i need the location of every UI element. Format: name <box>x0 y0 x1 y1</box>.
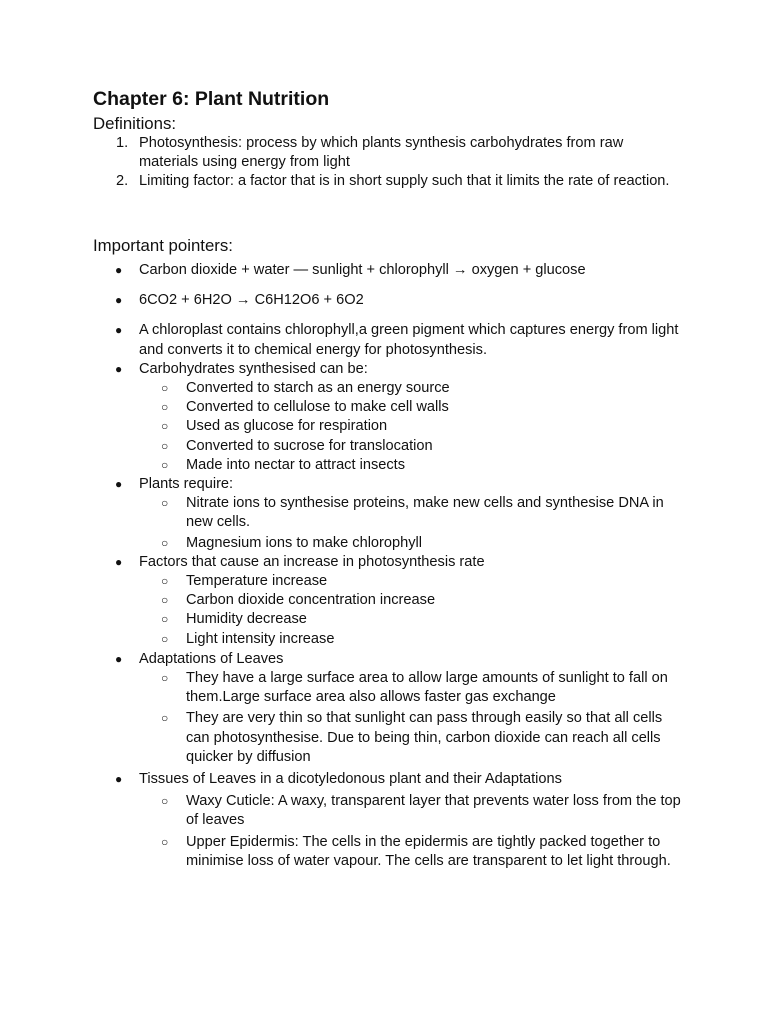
circle-bullet-icon: ○ <box>161 631 169 646</box>
circle-bullet-icon: ○ <box>161 457 169 472</box>
pointer-item <box>114 261 684 280</box>
circle-bullet-icon: ○ <box>161 834 169 849</box>
bullet-dot-icon: ● <box>115 293 123 308</box>
definition-text: Photosynthesis: process by which plants synthesis carbohydrates from raw materials using energy from light <box>139 135 624 171</box>
definition-item <box>116 172 676 191</box>
circle-bullet-icon: ○ <box>161 400 169 415</box>
sub-item <box>139 534 684 553</box>
sub-item-text: Nitrate ions to synthesise proteins, make new cells and synthesise DNA in new cells. <box>186 495 664 531</box>
sub-list <box>139 494 684 553</box>
circle-bullet-icon: ○ <box>161 381 169 396</box>
sub-item <box>139 417 684 436</box>
sub-item-text: Magnesium ions to make chlorophyll <box>186 534 423 551</box>
circle-bullet-icon: ○ <box>161 612 169 627</box>
definitions-heading: Definitions: <box>93 114 177 133</box>
definition-number: 2. <box>116 173 129 190</box>
pointer-text: Adaptations of Leaves <box>139 650 284 667</box>
pointer-item <box>114 321 684 359</box>
bullet-dot-icon: ● <box>115 651 123 666</box>
bullet-dot-icon: ● <box>115 263 123 277</box>
bullet-dot-icon: ● <box>115 323 123 338</box>
sub-item <box>139 792 684 830</box>
definition-text: Limiting factor: a factor that is in short supply such that it limits the rate of reaction. <box>139 173 670 190</box>
pointer-text: Factors that cause an increase in photosynthesis rate <box>139 553 485 570</box>
definition-item <box>116 134 676 172</box>
sub-item <box>139 591 684 610</box>
sub-item <box>139 494 684 532</box>
circle-bullet-icon: ○ <box>161 711 169 726</box>
pointers-list <box>114 261 684 871</box>
bullet-dot-icon: ● <box>115 361 123 376</box>
sub-item-text: Converted to sucrose for translocation <box>186 437 433 454</box>
sub-item <box>139 437 684 456</box>
sub-item-text: They have a large surface area to allow large amounts of sunlight to fall on them.Large surface area also allows faster gas exchange <box>186 670 668 706</box>
sub-item-text: Converted to starch as an energy source <box>186 380 450 397</box>
pointers-heading: Important pointers: <box>93 236 233 255</box>
sub-item <box>139 709 684 767</box>
sub-item <box>139 572 684 591</box>
sub-item <box>139 398 684 417</box>
pointer-text: 6CO2 + 6H2O → C6H12O6 + 6O2 <box>139 292 364 309</box>
pointer-item <box>114 770 684 871</box>
sub-item-text: Converted to cellulose to make cell walls <box>186 399 449 416</box>
pointer-item <box>114 553 684 649</box>
sub-list <box>139 792 684 871</box>
pointer-text: A chloroplast contains chlorophyll,a green pigment which captures energy from light and converts it to chemical energy for photosynthesis. <box>139 322 679 358</box>
pointer-item <box>114 291 684 310</box>
sub-item <box>139 833 684 871</box>
pointer-item <box>114 475 684 553</box>
sub-item-text: They are very thin so that sunlight can pass through easily so that all cells can photosynthesise. Due to being thin, carbon dioxide can reach all cells quicker by diffusion <box>186 710 663 765</box>
pointer-item <box>114 360 684 475</box>
sub-item <box>139 456 684 475</box>
sub-item <box>139 610 684 629</box>
pointer-text: Tissues of Leaves in a dicotyledonous plant and their Adaptations <box>139 771 562 788</box>
bullet-dot-icon: ● <box>115 772 123 787</box>
sub-item <box>139 669 684 707</box>
circle-bullet-icon: ○ <box>161 419 169 434</box>
sub-item-text: Waxy Cuticle: A waxy, transparent layer that prevents water loss from the top of leaves <box>186 793 681 829</box>
bullet-dot-icon: ● <box>115 554 123 569</box>
pointer-text: Plants require: <box>139 476 234 493</box>
circle-bullet-icon: ○ <box>161 438 169 453</box>
sub-item-text: Carbon dioxide concentration increase <box>186 592 436 609</box>
pointer-item <box>114 650 684 767</box>
definitions-list <box>116 134 676 192</box>
sub-item <box>139 379 684 398</box>
sub-item-text: Light intensity increase <box>186 630 335 647</box>
sub-item-text: Temperature increase <box>186 573 328 590</box>
circle-bullet-icon: ○ <box>161 496 169 511</box>
sub-item-text: Used as glucose for respiration <box>186 418 388 435</box>
sub-list <box>139 572 684 649</box>
bullet-dot-icon: ● <box>115 477 123 492</box>
sub-item <box>139 630 684 649</box>
circle-bullet-icon: ○ <box>161 535 169 550</box>
sub-list <box>139 669 684 767</box>
circle-bullet-icon: ○ <box>161 574 169 589</box>
definition-number: 1. <box>116 135 129 151</box>
sub-item-text: Upper Epidermis: The cells in the epidermis are tightly packed together to minimise loss of water vapour. The cells are transparent to let light through. <box>186 833 671 869</box>
circle-bullet-icon: ○ <box>161 593 169 608</box>
pointer-text: Carbohydrates synthesised can be: <box>139 360 368 377</box>
sub-item-text: Made into nectar to attract insects <box>186 456 406 473</box>
circle-bullet-icon: ○ <box>161 794 169 809</box>
circle-bullet-icon: ○ <box>161 671 169 686</box>
pointer-text: Carbon dioxide + water — sunlight + chlorophyll → oxygen + glucose <box>139 262 586 278</box>
chapter-title: Chapter 6: Plant Nutrition <box>93 88 330 110</box>
sub-list <box>139 379 684 475</box>
sub-item-text: Humidity decrease <box>186 611 307 628</box>
